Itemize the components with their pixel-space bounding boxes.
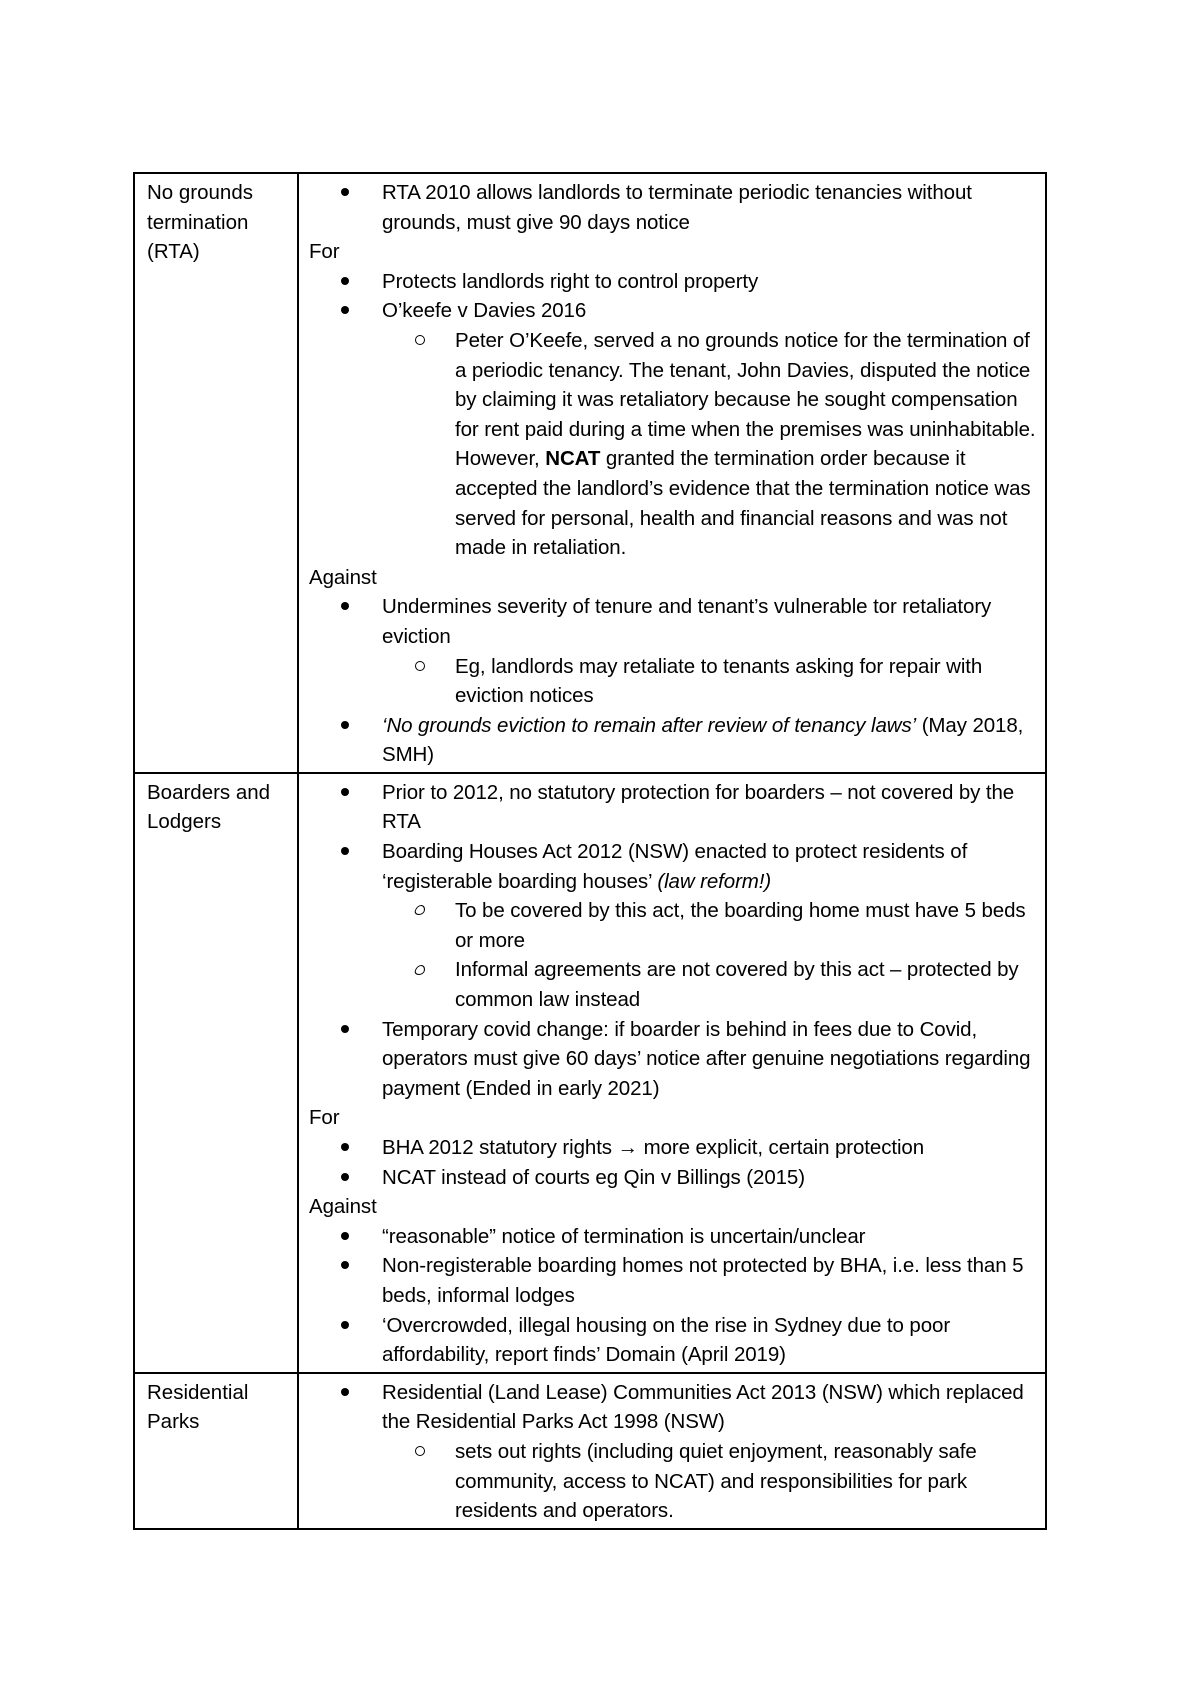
sub-list-item: Informal agreements are not covered by this act – protected by common law instead	[309, 955, 1037, 1014]
right-arrow-icon: →	[617, 1136, 638, 1159]
list-item: RTA 2010 allows landlords to terminate periodic tenancies without grounds, must give 90 days notice	[309, 178, 1037, 237]
table-row	[134, 773, 1046, 1373]
list-item: Temporary covid change: if boarder is behind in fees due to Covid, operators must give 60 days’ notice after genuine negotiations regarding payment (Ended in early 2021)	[309, 1015, 1037, 1104]
table-row	[134, 173, 1046, 773]
list-item: NCAT instead of courts eg Qin v Billings (2015)	[309, 1163, 1037, 1193]
topic-line: Boarders and	[147, 780, 271, 804]
list-item: Protects landlords right to control property	[309, 267, 1037, 297]
list-item: BHA 2012 statutory rights → more explicit, certain protection	[309, 1133, 1037, 1163]
topic-cell	[134, 773, 298, 1373]
content-cell	[298, 173, 1046, 773]
bullet-circle-icon	[415, 1437, 425, 1467]
ncat-bold: NCAT	[545, 447, 601, 471]
content-cell	[298, 1373, 1046, 1529]
list-item: Boarding Houses Act 2012 (NSW) enacted to protect residents of ‘registerable boarding houses’ (law reform!)	[309, 837, 1037, 896]
against-heading: Against	[309, 1195, 377, 1219]
list-item: Non-registerable boarding homes not protected by BHA, i.e. less than 5 beds, informal lodges	[309, 1251, 1037, 1310]
topic-line: Lodgers	[147, 810, 222, 834]
bullet-circle-icon	[415, 652, 425, 682]
bullet-dot-icon	[341, 1222, 349, 1252]
topic-line: Residential	[147, 1380, 249, 1404]
bullet-dot-icon	[341, 1251, 349, 1281]
bullet-circle-icon	[415, 955, 425, 985]
bullet-dot-icon	[341, 1015, 349, 1045]
for-heading: For	[309, 240, 340, 264]
against-heading: Against	[309, 565, 377, 589]
bullet-dot-icon	[341, 1133, 349, 1163]
for-heading: For	[309, 1106, 340, 1130]
topic-line: termination	[147, 210, 249, 234]
sub-list-item: sets out rights (including quiet enjoyment, reasonably safe community, access to NCAT) and responsibilities for park residents and operators.	[309, 1437, 1037, 1526]
topic-line: (RTA)	[147, 240, 200, 264]
bullet-circle-icon	[415, 896, 425, 926]
bullet-dot-icon	[341, 267, 349, 297]
bullet-dot-icon	[341, 592, 349, 622]
bullet-dot-icon	[341, 1163, 349, 1193]
bullet-dot-icon	[341, 178, 349, 208]
topic-line: Parks	[147, 1410, 200, 1434]
topic-line: No grounds	[147, 181, 253, 204]
list-item: ‘Overcrowded, illegal housing on the rise in Sydney due to poor affordability, report finds’ Domain (April 2019)	[309, 1311, 1037, 1370]
sub-list-item: Peter O’Keefe, served a no grounds notice for the termination of a periodic tenancy. The tenant, John Davies, disputed the notice by claiming it was retaliatory because he sought compensation for rent paid during a time when the premises was uninhabitable. However, NCAT granted the termination order because it accepted the landlord’s evidence that the termination notice was served for personal, health and financial reasons and was not made in retaliation.	[309, 326, 1037, 563]
bullet-dot-icon	[341, 837, 349, 867]
bullet-dot-icon	[341, 778, 349, 808]
list-item: Undermines severity of tenure and tenant’s vulnerable tor retaliatory eviction	[309, 592, 1037, 651]
list-item: O’keefe v Davies 2016	[309, 296, 1037, 326]
list-item: “reasonable” notice of termination is uncertain/unclear	[309, 1222, 1037, 1252]
bullet-dot-icon	[341, 1311, 349, 1341]
bullet-dot-icon	[341, 711, 349, 741]
bullet-dot-icon	[341, 296, 349, 326]
sub-list-item: To be covered by this act, the boarding home must have 5 beds or more	[309, 896, 1037, 955]
notes-table	[133, 172, 1047, 1530]
bullet-dot-icon	[341, 1378, 349, 1408]
sub-list-item: Eg, landlords may retaliate to tenants asking for repair with eviction notices	[309, 652, 1037, 711]
list-item: ‘No grounds eviction to remain after review of tenancy laws’ (May 2018, SMH)	[309, 711, 1037, 770]
list-item: Residential (Land Lease) Communities Act 2013 (NSW) which replaced the Residential Parks Act 1998 (NSW)	[309, 1378, 1037, 1437]
topic-cell	[134, 1373, 298, 1529]
list-item: Prior to 2012, no statutory protection for boarders – not covered by the RTA	[309, 778, 1037, 837]
bullet-circle-icon	[415, 326, 425, 356]
table-row	[134, 1373, 1046, 1529]
content-cell	[298, 773, 1046, 1373]
topic-cell	[134, 173, 298, 773]
